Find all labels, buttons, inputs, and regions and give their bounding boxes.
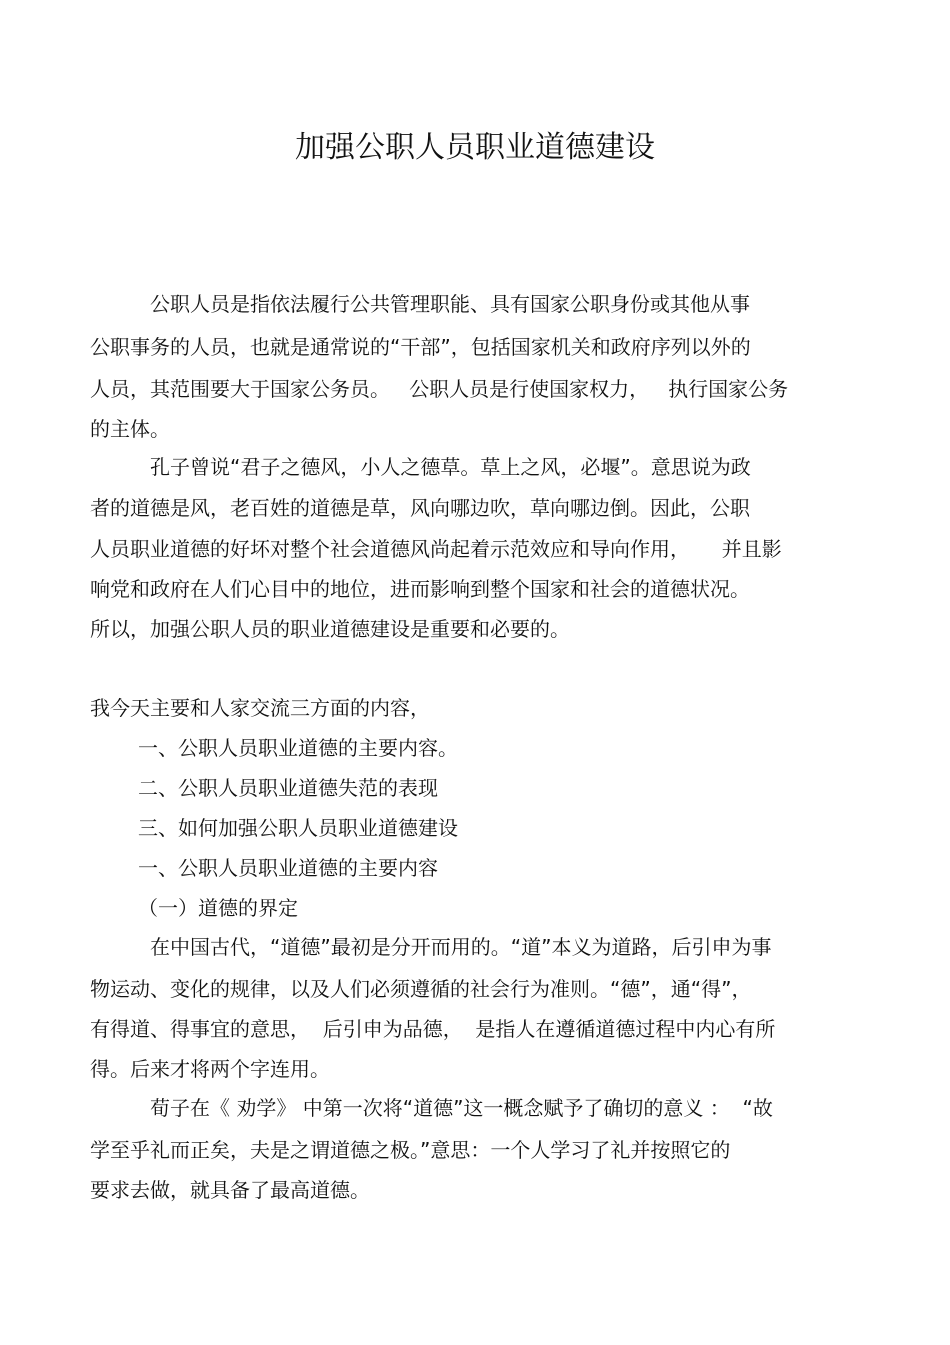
paragraph-line: 在中国古代，“道德”最初是分开而用的。“道”本义为道路，后引申为事 — [150, 935, 772, 959]
paragraph-line: 人员职业道德的好坏对整个社会道德风尚起着示范效应和导向作用， 并且影 — [90, 537, 782, 561]
section-heading: 一、公职人员职业道德的主要内容 — [138, 856, 438, 880]
paragraph-line: 的主体。 — [90, 417, 170, 441]
paragraph-line: 物运动、变化的规律，以及人们必须遵循的社会行为准则。“德”，通“得”， — [90, 977, 752, 1001]
paragraph-line: 孔子曾说“君子之德风，小人之德草。草上之风，必堰”。意思说为政 — [150, 455, 751, 479]
outline-item: 二、公职人员职业道德失范的表现 — [138, 776, 438, 800]
paragraph-line: 要求去做，就具备了最高道德。 — [90, 1178, 370, 1202]
paragraph-line: 有得道、得事宜的意思， 后引申为品德， 是指人在遵循道德过程中内心有所 — [90, 1017, 776, 1041]
paragraph-line: 所以，加强公职人员的职业道德建设是重要和必要的。 — [90, 617, 570, 641]
paragraph-line: 我今天主要和人家交流三方面的内容， — [90, 696, 430, 720]
paragraph-line: 响党和政府在人们心目中的地位，进而影响到整个国家和社会的道德状况。 — [90, 577, 750, 601]
paragraph-line: 公职人员是指依法履行公共管理职能、具有国家公职身份或其他从事 — [150, 292, 750, 316]
paragraph-line: 得。后来才将两个字连用。 — [90, 1057, 330, 1081]
paragraph-line: 学至乎礼而正矣，夫是之谓道德之极。”意思：一个人学习了礼并按照它的 — [90, 1138, 731, 1162]
paragraph-line: 者的道德是风，老百姓的道德是草，风向哪边吹，草向哪边倒。因此，公职 — [90, 496, 750, 520]
subsection-heading: （一）道德的界定 — [138, 896, 298, 920]
paragraph-line: 人员，其范围要大于国家公务员。 公职人员是行使国家权力， 执行国家公务 — [90, 377, 789, 401]
outline-item: 三、如何加强公职人员职业道德建设 — [138, 816, 458, 840]
paragraph-line: 公职事务的人员，也就是通常说的“干部”，包括国家机关和政府序列以外的 — [90, 335, 751, 359]
document-title: 加强公职人员职业道德建设 — [295, 130, 655, 165]
paragraph-line: 荀子在《 劝学》 中第一次将“道德”这一概念赋予了确切的意义 ： “故 — [150, 1096, 773, 1120]
outline-item: 一、公职人员职业道德的主要内容。 — [138, 736, 458, 760]
